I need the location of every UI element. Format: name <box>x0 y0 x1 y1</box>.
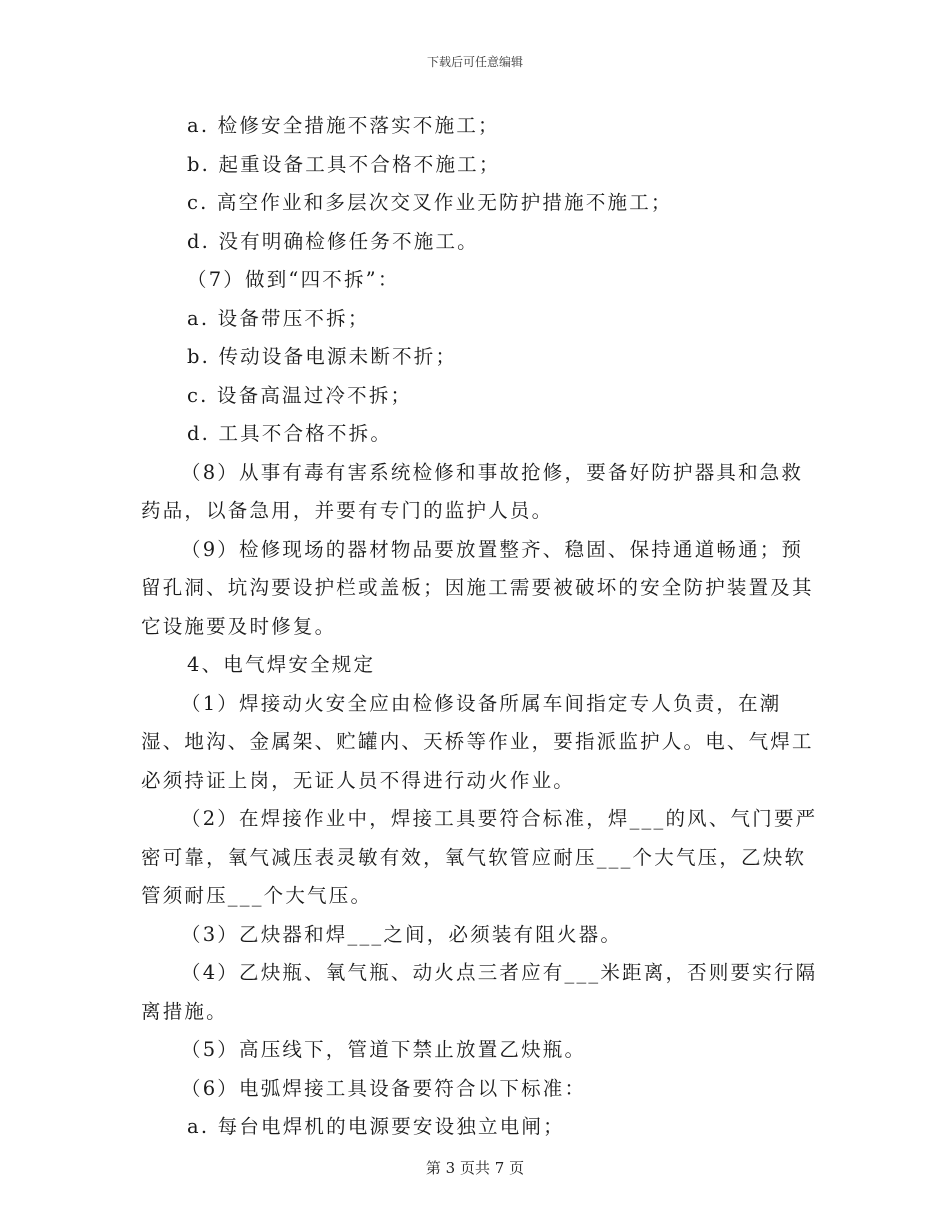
list-item-a: a. 设备带压不拆； <box>187 306 370 330</box>
paragraph-item-3: （3）乙炔器和焊___之间，必须装有阻火器。 <box>181 922 623 946</box>
paragraph-item-6: （6）电弧焊接工具设备要符合以下标准： <box>181 1076 587 1100</box>
section-heading-4: 4、电气焊安全规定 <box>187 653 376 676</box>
list-item-c: c. 设备高温过冷不拆； <box>187 383 413 407</box>
paragraph-item-2: （2）在焊接作业中，焊接工具要符合标准，焊___的风、气门要严密可靠，氧气减压表灵敏有效，氧气软管应耐压___个大气压，乙炔软管须耐压___个大气压。 <box>141 807 818 907</box>
list-item-a: a. 每台电焊机的电源要安设独立电闸； <box>187 1115 565 1138</box>
list-item-c: c. 高空作业和多层次交叉作业无防护措施不施工； <box>187 191 673 214</box>
list-item-a: a. 检修安全措施不落实不施工； <box>187 114 500 137</box>
paragraph-item-4: （4）乙炔瓶、氧气瓶、动火点三者应有___米距离，否则要实行隔离措施。 <box>141 961 818 1023</box>
list-item-b: b. 传动设备电源未断不折； <box>187 345 458 368</box>
list-item-d: d. 工具不合格不拆。 <box>187 422 393 445</box>
paragraph-item-9: （9）检修现场的器材物品要放置整齐、稳固、保持通道畅通；预留孔洞、坑沟要设护栏或盖板；因施工需要被破坏的安全防护装置及其它设施要及时修复。 <box>141 537 814 638</box>
document-body <box>141 107 821 1147</box>
paragraph-item-8: （8）从事有毒有害系统检修和事故抢修，要备好防护器具和急救药品，以备急用，并要有专门的监护人员。 <box>141 460 804 522</box>
list-item-d: d. 没有明确检修任务不施工。 <box>187 229 479 253</box>
item-7-heading: （7）做到“四不拆”： <box>187 268 400 291</box>
page-footer: 第 3 页共 7 页 <box>425 1159 525 1177</box>
paragraph-item-1: （1）焊接动火安全应由检修设备所属车间指定专人负责，在潮湿、地沟、金属架、贮罐内、天桥等作业，要指派监护人。电、气焊工必须持证上岗，无证人员不得进行动火作业。 <box>141 691 814 792</box>
paragraph-item-5: （5）高压线下，管道下禁止放置乙炔瓶。 <box>181 1038 587 1061</box>
list-item-b: b. 起重设备工具不合格不施工； <box>187 152 501 176</box>
page-header: 下载后可任意编辑 <box>426 55 523 69</box>
